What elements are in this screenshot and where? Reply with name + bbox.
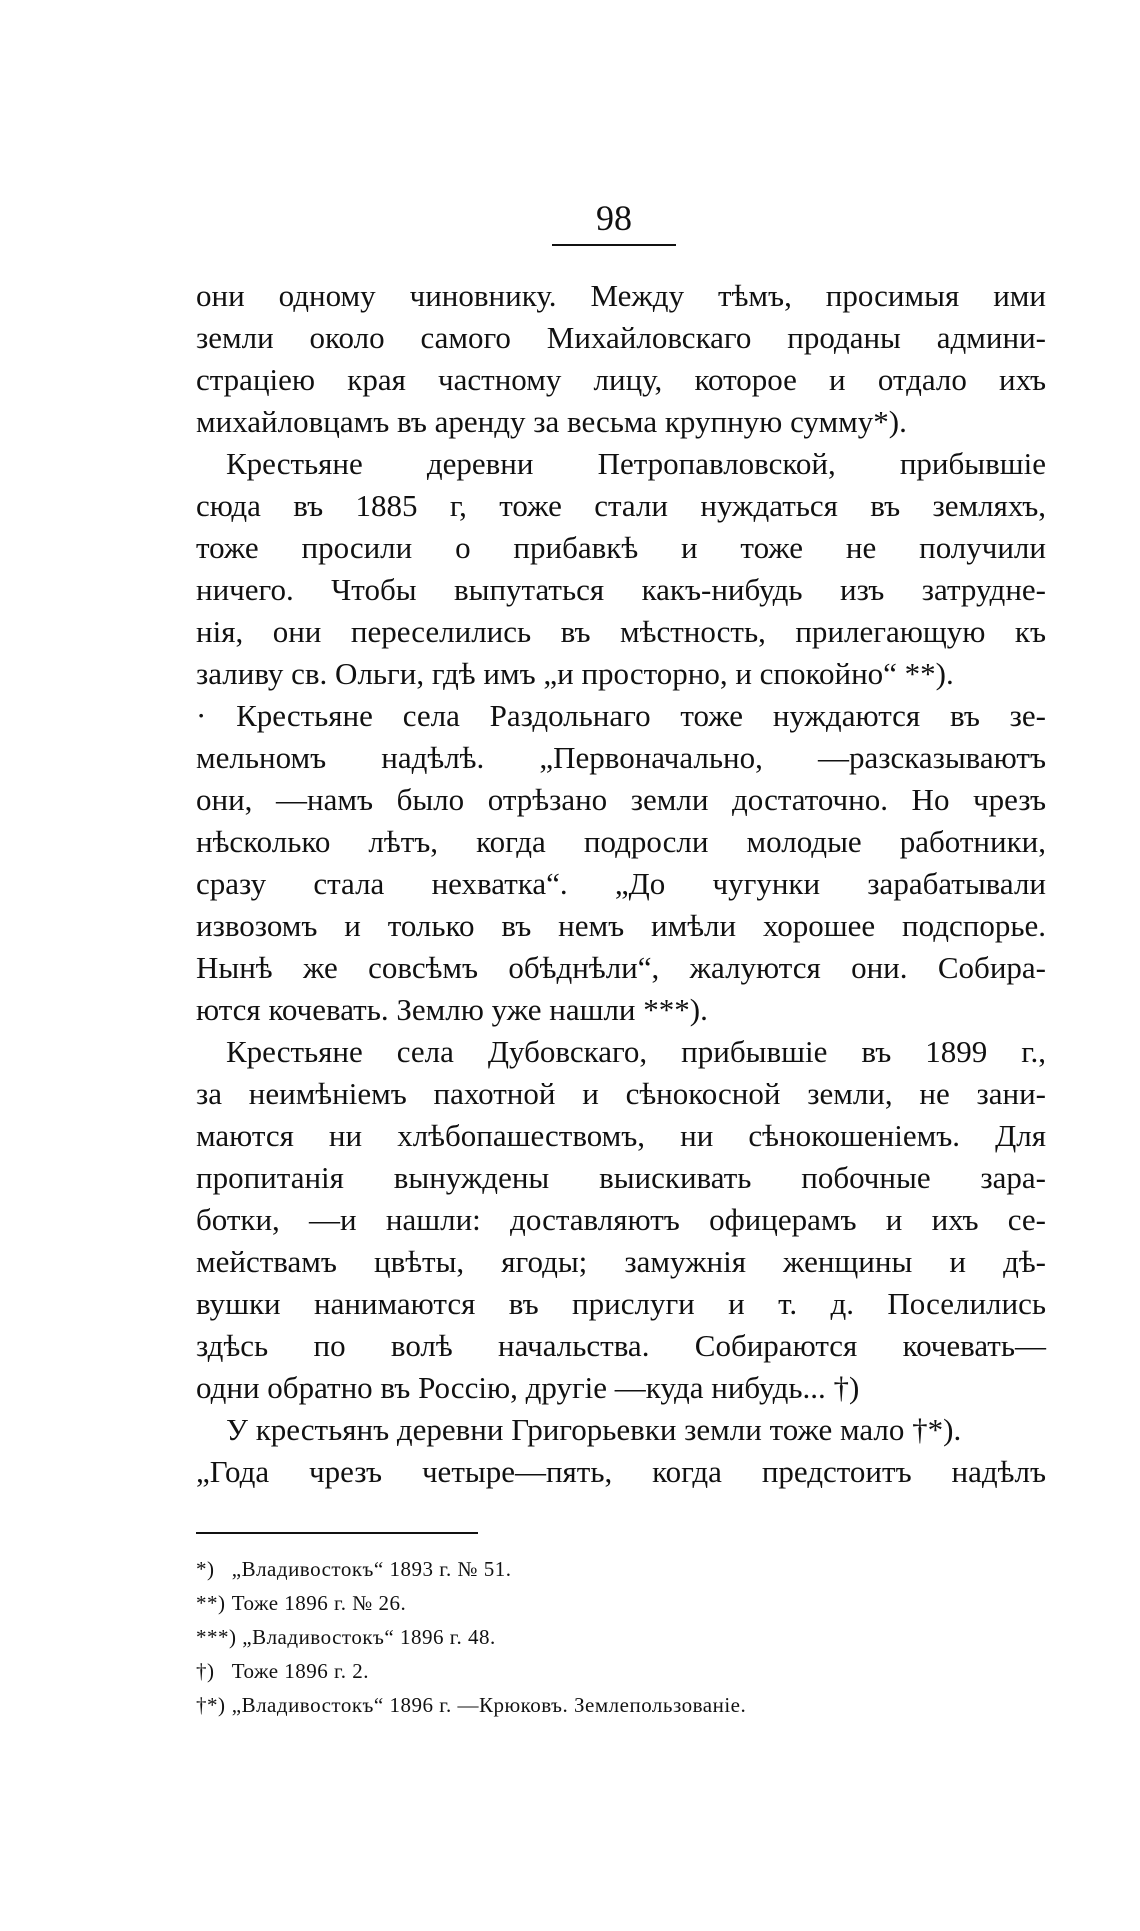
text-line: михайловцамъ въ аренду за весьма крупную сумму*). bbox=[196, 404, 907, 439]
text-line: они, —намъ было отрѣзано земли достаточно. Но чрезъ bbox=[196, 782, 1046, 817]
text-line: страціею края частному лицу, которое и отдало ихъ bbox=[196, 362, 1046, 397]
text-line: сразу стала нехватка“. „До чугунки зарабатывали bbox=[196, 866, 1046, 901]
text-line: одни обратно въ Россію, другіе —куда нибудь... †) bbox=[196, 1370, 860, 1405]
text-line: вушки нанимаются въ прислуги и т. д. Поселились bbox=[196, 1286, 1046, 1321]
text-line: ничего. Чтобы выпутаться какъ-нибудь изъ затрудне- bbox=[196, 572, 1046, 607]
footnote-text: „Владивостокъ“ 1896 г. —Крюковъ. Землепользованіе. bbox=[231, 1693, 747, 1717]
footnote-mark: ***) bbox=[196, 1625, 237, 1649]
footnote bbox=[196, 1586, 996, 1620]
text-line: ботки, —и нашли: доставляютъ офицерамъ и ихъ се- bbox=[196, 1202, 1046, 1237]
page-number: 98 bbox=[552, 198, 676, 246]
footnote bbox=[196, 1654, 996, 1688]
text-line: маются ни хлѣбопашествомъ, ни сѣнокошеніемъ. Для bbox=[196, 1118, 1046, 1153]
footnote bbox=[196, 1552, 996, 1586]
footnote-divider bbox=[196, 1532, 478, 1534]
text-line: мельномъ надѣлѣ. „Первоначально, —разсказываютъ bbox=[196, 740, 1046, 775]
footnote-text: „Владивостокъ“ 1893 г. № 51. bbox=[231, 1557, 512, 1581]
footnote bbox=[196, 1688, 996, 1722]
text-line: пропитанія вынуждены выискивать побочные зара- bbox=[196, 1160, 1046, 1195]
text-line: они одному чиновнику. Между тѣмъ, просимыя ими bbox=[196, 278, 1046, 313]
text-line: У крестьянъ деревни Григорьевки земли тоже мало †*). bbox=[226, 1412, 962, 1447]
text-line: · Крестьяне села Раздольнаго тоже нуждаются въ зе- bbox=[196, 698, 1046, 733]
text-line: здѣсь по волѣ начальства. Собираются кочевать— bbox=[196, 1328, 1046, 1363]
text-line: „Года чрезъ четыре—пять, когда предстоитъ надѣлъ bbox=[196, 1454, 1046, 1489]
text-line: земли около самого Михайловскаго проданы админи- bbox=[196, 320, 1046, 355]
text-line: Крестьяне села Дубовскаго, прибывшіе въ 1899 г., bbox=[226, 1034, 1046, 1069]
footnote-mark: **) bbox=[196, 1591, 226, 1615]
footnote-mark: *) bbox=[196, 1557, 215, 1581]
text-line: нѣсколько лѣтъ, когда подросли молодые работники, bbox=[196, 824, 1046, 859]
text-line: извозомъ и только въ немъ имѣли хорошее подспорье. bbox=[196, 908, 1046, 943]
text-line: сюда въ 1885 г, тоже стали нуждаться въ земляхъ, bbox=[196, 488, 1046, 523]
footnote-mark: †) bbox=[196, 1659, 215, 1683]
text-line: ются кочевать. Землю уже нашли ***). bbox=[196, 992, 708, 1027]
footnotes bbox=[196, 1552, 996, 1722]
body-text bbox=[196, 275, 1046, 1493]
footnote-text: Тоже 1896 г. № 26. bbox=[231, 1591, 407, 1615]
text-line: тоже просили о прибавкѣ и тоже не получили bbox=[196, 530, 1046, 565]
text-line: Нынѣ же совсѣмъ обѣднѣли“, жалуются они. Собира- bbox=[196, 950, 1046, 985]
text-line: за неимѣніемъ пахотной и сѣнокосной земли, не зани- bbox=[196, 1076, 1046, 1111]
footnote-text: Тоже 1896 г. 2. bbox=[231, 1659, 370, 1683]
text-line: Крестьяне деревни Петропавловской, прибывшіе bbox=[226, 446, 1046, 481]
text-line: мействамъ цвѣты, ягоды; замужнія женщины и дѣ- bbox=[196, 1244, 1046, 1279]
footnote-text: „Владивостокъ“ 1896 г. 48. bbox=[242, 1625, 496, 1649]
text-line: нія, они переселились въ мѣстность, прилегающую къ bbox=[196, 614, 1046, 649]
footnote bbox=[196, 1620, 996, 1654]
text-line: заливу св. Ольги, гдѣ имъ „и просторно, и спокойно“ **). bbox=[196, 656, 954, 691]
footnote-mark: †*) bbox=[196, 1693, 226, 1717]
